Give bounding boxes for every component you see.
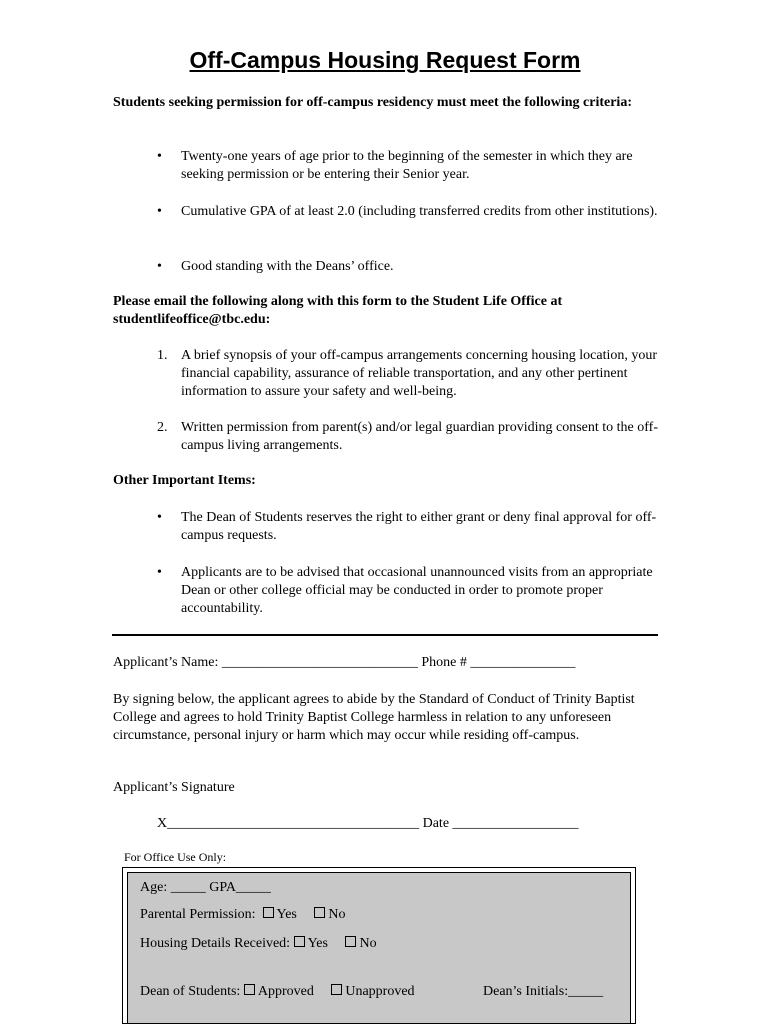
office-use-label: For Office Use Only:: [124, 850, 227, 864]
office-use-box: [122, 867, 636, 1024]
no-label: No: [359, 936, 377, 951]
section-divider: [112, 634, 658, 636]
parental-yes-checkbox[interactable]: [263, 907, 274, 918]
bullet-icon: •: [157, 204, 162, 219]
unapproved-label: Unapproved: [345, 984, 415, 999]
dean-initials-field[interactable]: Dean’s Initials:_____: [483, 984, 604, 999]
agreement-text: By signing below, the applicant agrees to abide by the Standard of Conduct of Trinity Baptist College and agrees to hold Trinity Baptist College harmless in relation to any unforeseen circumstance, personal injury or harm which may occur while residing off-campus.: [113, 692, 635, 743]
parental-permission-label: Parental Permission:: [140, 907, 256, 922]
bullet-icon: •: [157, 259, 162, 274]
approved-checkbox[interactable]: [244, 984, 255, 995]
email-item-text: A brief synopsis of your off-campus arrangements concerning housing location, your financial capability, assurance of reliable transportation, and any other pertinent information to assure your safety and well-being.: [181, 348, 658, 399]
other-item-text: Applicants are to be advised that occasional unannounced visits from an appropriate Dean or other college official may be conducted in order to promote proper accountability.: [181, 565, 653, 616]
other-item-text: The Dean of Students reserves the right to either grant or deny final approval for off-campus requests.: [181, 510, 657, 543]
housing-details-row: [140, 936, 377, 952]
dean-of-students-label: Dean of Students:: [140, 984, 241, 999]
item-number: 2.: [157, 420, 168, 435]
bullet-icon: •: [157, 149, 162, 164]
email-heading: Please email the following along with this form to the Student Life Office at studentlifeoffice@tbc.edu:: [113, 294, 563, 327]
criteria-text: Twenty-one years of age prior to the beginning of the semester in which they are seeking permission or be entering their Senior year.: [181, 149, 633, 182]
office-use-panel: [127, 872, 631, 1023]
no-label: No: [328, 907, 346, 922]
yes-label: Yes: [276, 907, 297, 922]
age-gpa-field[interactable]: Age: _____ GPA_____: [140, 880, 271, 895]
yes-label: Yes: [307, 936, 328, 951]
parental-permission-row: [140, 907, 346, 923]
criteria-text: Good standing with the Deans’ office.: [181, 259, 394, 274]
housing-no-checkbox[interactable]: [345, 936, 356, 947]
bullet-icon: •: [157, 510, 162, 525]
housing-yes-checkbox[interactable]: [294, 936, 305, 947]
applicant-name-phone-field[interactable]: Applicant’s Name: ____________________________ Phone # _______________: [113, 655, 576, 670]
email-item-text: Written permission from parent(s) and/or legal guardian providing consent to the off-campus living arrangements.: [181, 420, 658, 453]
housing-details-label: Housing Details Received:: [140, 936, 291, 951]
approved-label: Approved: [257, 984, 314, 999]
bullet-icon: •: [157, 565, 162, 580]
criteria-text: Cumulative GPA of at least 2.0 (including transferred credits from other institutions).: [181, 204, 658, 219]
parental-no-checkbox[interactable]: [314, 907, 325, 918]
criteria-intro: Students seeking permission for off-campus residency must meet the following criteria:: [113, 95, 632, 110]
unapproved-checkbox[interactable]: [331, 984, 342, 995]
dean-decision-row: [140, 984, 415, 1000]
item-number: 1.: [157, 348, 168, 363]
other-heading: Other Important Items:: [113, 473, 256, 488]
form-title: Off-Campus Housing Request Form: [189, 47, 581, 73]
signature-label: Applicant’s Signature: [113, 780, 235, 795]
signature-date-field[interactable]: X____________________________________ Date __________________: [157, 816, 579, 831]
